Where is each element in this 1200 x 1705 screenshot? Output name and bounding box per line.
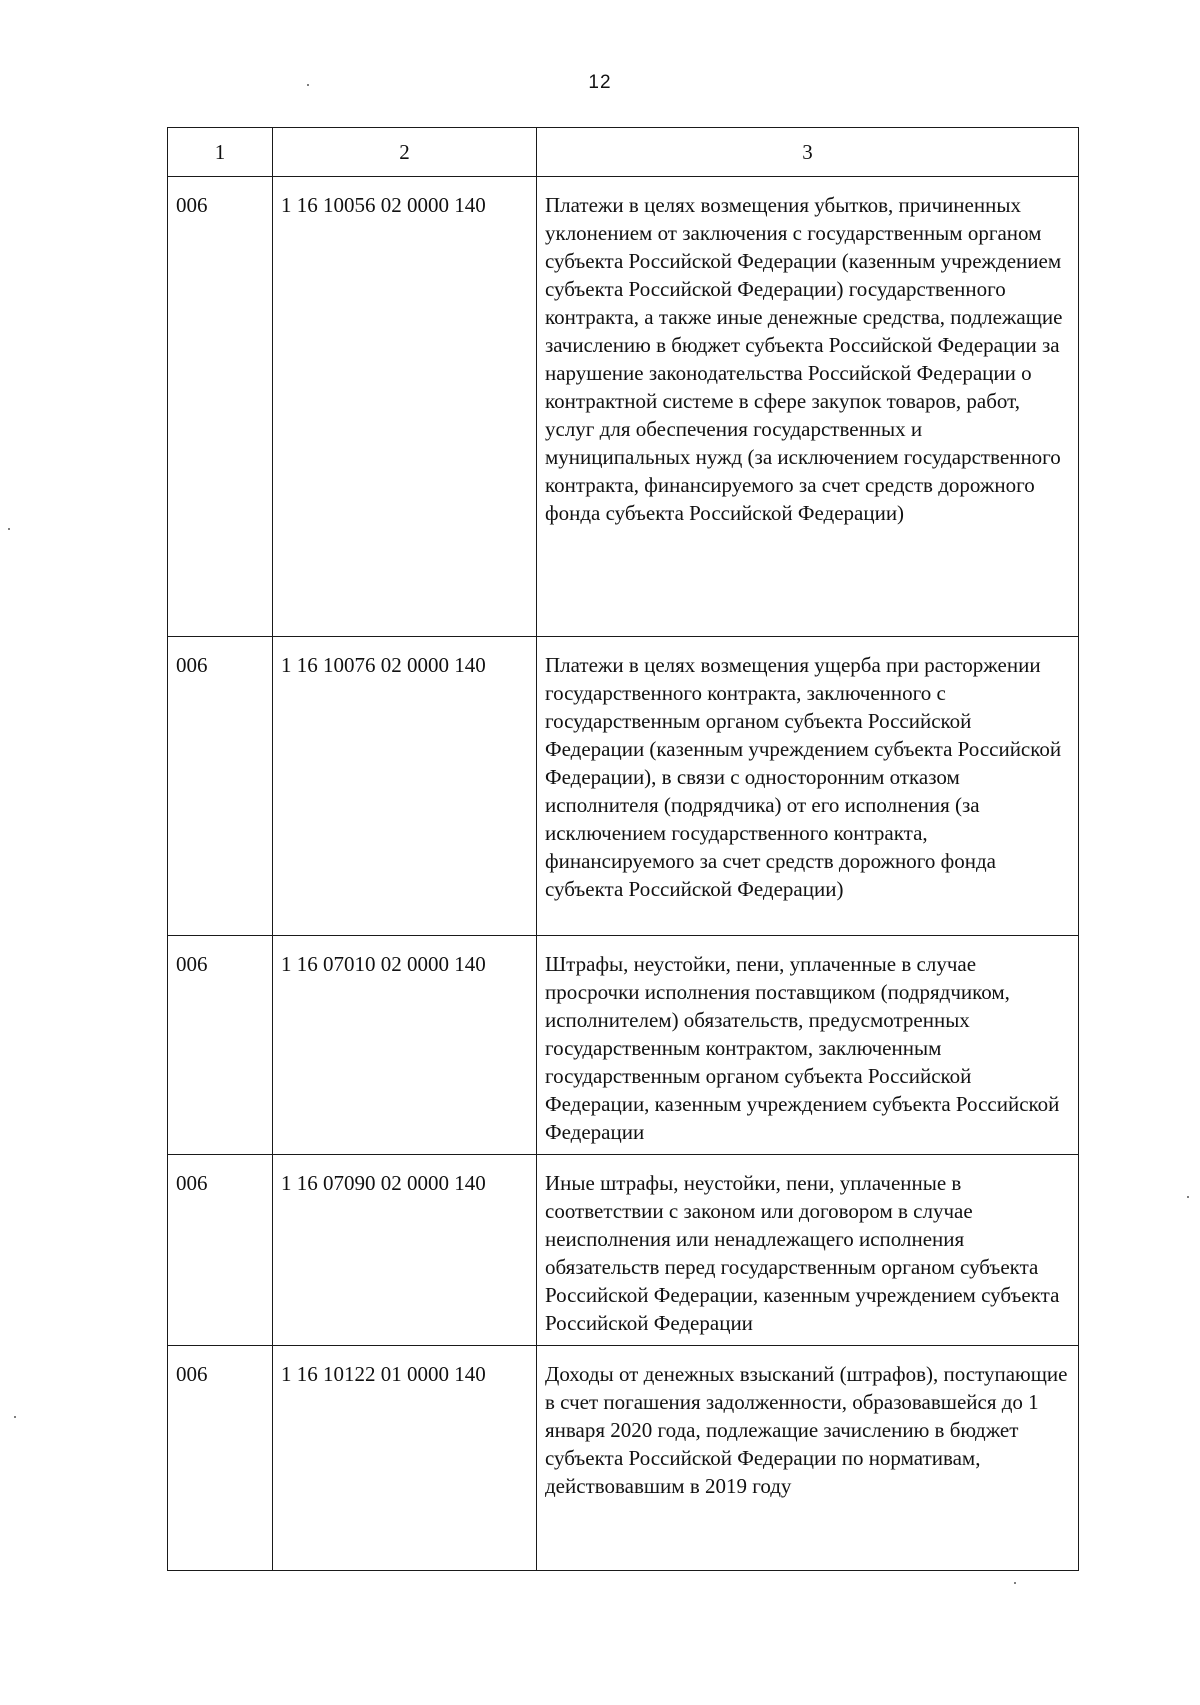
scan-speck bbox=[307, 84, 309, 86]
description-cell: Доходы от денежных взысканий (штрафов), поступающие в счет погашения задолженности, образовавшейся до 1 января 2020 года, подлежащие зачислению в бюджет субъекта Российской Федерации по нормативам, действовавшим в 2019 году bbox=[537, 1346, 1079, 1571]
column-header-2: 2 bbox=[273, 128, 537, 177]
table-row bbox=[168, 936, 1079, 1155]
scan-speck bbox=[1014, 1582, 1016, 1584]
description-cell: Платежи в целях возмещения убытков, причиненных уклонением от заключения с государственным органом субъекта Российской Федерации (казенным учреждением субъекта Российской Федерации) государственного контракта, а также иные денежные средства, подлежащие зачислению в бюджет субъекта Российской Федерации за нарушение законодательства Российской Федерации о контрактной системе в сфере закупок товаров, работ, услуг для обеспечения государственных и муниципальных нужд (за исключением государственного контракта, финансируемого за счет средств дорожного фонда субъекта Российской Федерации) bbox=[537, 177, 1079, 637]
table-row bbox=[168, 177, 1079, 637]
description-cell: Иные штрафы, неустойки, пени, уплаченные в соответствии с законом или договором в случае неисполнения или ненадлежащего исполнения обязательств перед государственным органом субъекта Российской Федерации, казенным учреждением субъекта Российской Федерации bbox=[537, 1155, 1079, 1346]
description-cell: Штрафы, неустойки, пени, уплаченные в случае просрочки исполнения поставщиком (подрядчиком, исполнителем) обязательств, предусмотренных государственным контрактом, заключенным государственным органом субъекта Российской Федерации, казенным учреждением субъекта Российской Федерации bbox=[537, 936, 1079, 1155]
admin-code-cell: 006 bbox=[168, 936, 273, 1155]
table-row bbox=[168, 1155, 1079, 1346]
column-header-1: 1 bbox=[168, 128, 273, 177]
admin-code-cell: 006 bbox=[168, 1346, 273, 1571]
table-row bbox=[168, 637, 1079, 936]
scan-speck bbox=[14, 1416, 16, 1418]
budget-code-cell: 1 16 10076 02 0000 140 bbox=[273, 637, 537, 936]
admin-code-cell: 006 bbox=[168, 1155, 273, 1346]
column-header-3: 3 bbox=[537, 128, 1079, 177]
budget-code-cell: 1 16 10122 01 0000 140 bbox=[273, 1346, 537, 1571]
budget-codes-table bbox=[167, 127, 1079, 1571]
page-number: 12 bbox=[588, 72, 612, 93]
admin-code-cell: 006 bbox=[168, 637, 273, 936]
scan-speck bbox=[1187, 1196, 1189, 1198]
table-header-row bbox=[168, 128, 1079, 177]
scan-speck bbox=[8, 528, 10, 530]
admin-code-cell: 006 bbox=[168, 177, 273, 637]
budget-code-cell: 1 16 10056 02 0000 140 bbox=[273, 177, 537, 637]
table-row bbox=[168, 1346, 1079, 1571]
budget-code-cell: 1 16 07090 02 0000 140 bbox=[273, 1155, 537, 1346]
budget-code-cell: 1 16 07010 02 0000 140 bbox=[273, 936, 537, 1155]
description-cell: Платежи в целях возмещения ущерба при расторжении государственного контракта, заключенного с государственным органом субъекта Российской Федерации (казенным учреждением субъекта Российской Федерации), в связи с односторонним отказом исполнителя (подрядчика) от его исполнения (за исключением государственного контракта, финансируемого за счет средств дорожного фонда субъекта Российской Федерации) bbox=[537, 637, 1079, 936]
